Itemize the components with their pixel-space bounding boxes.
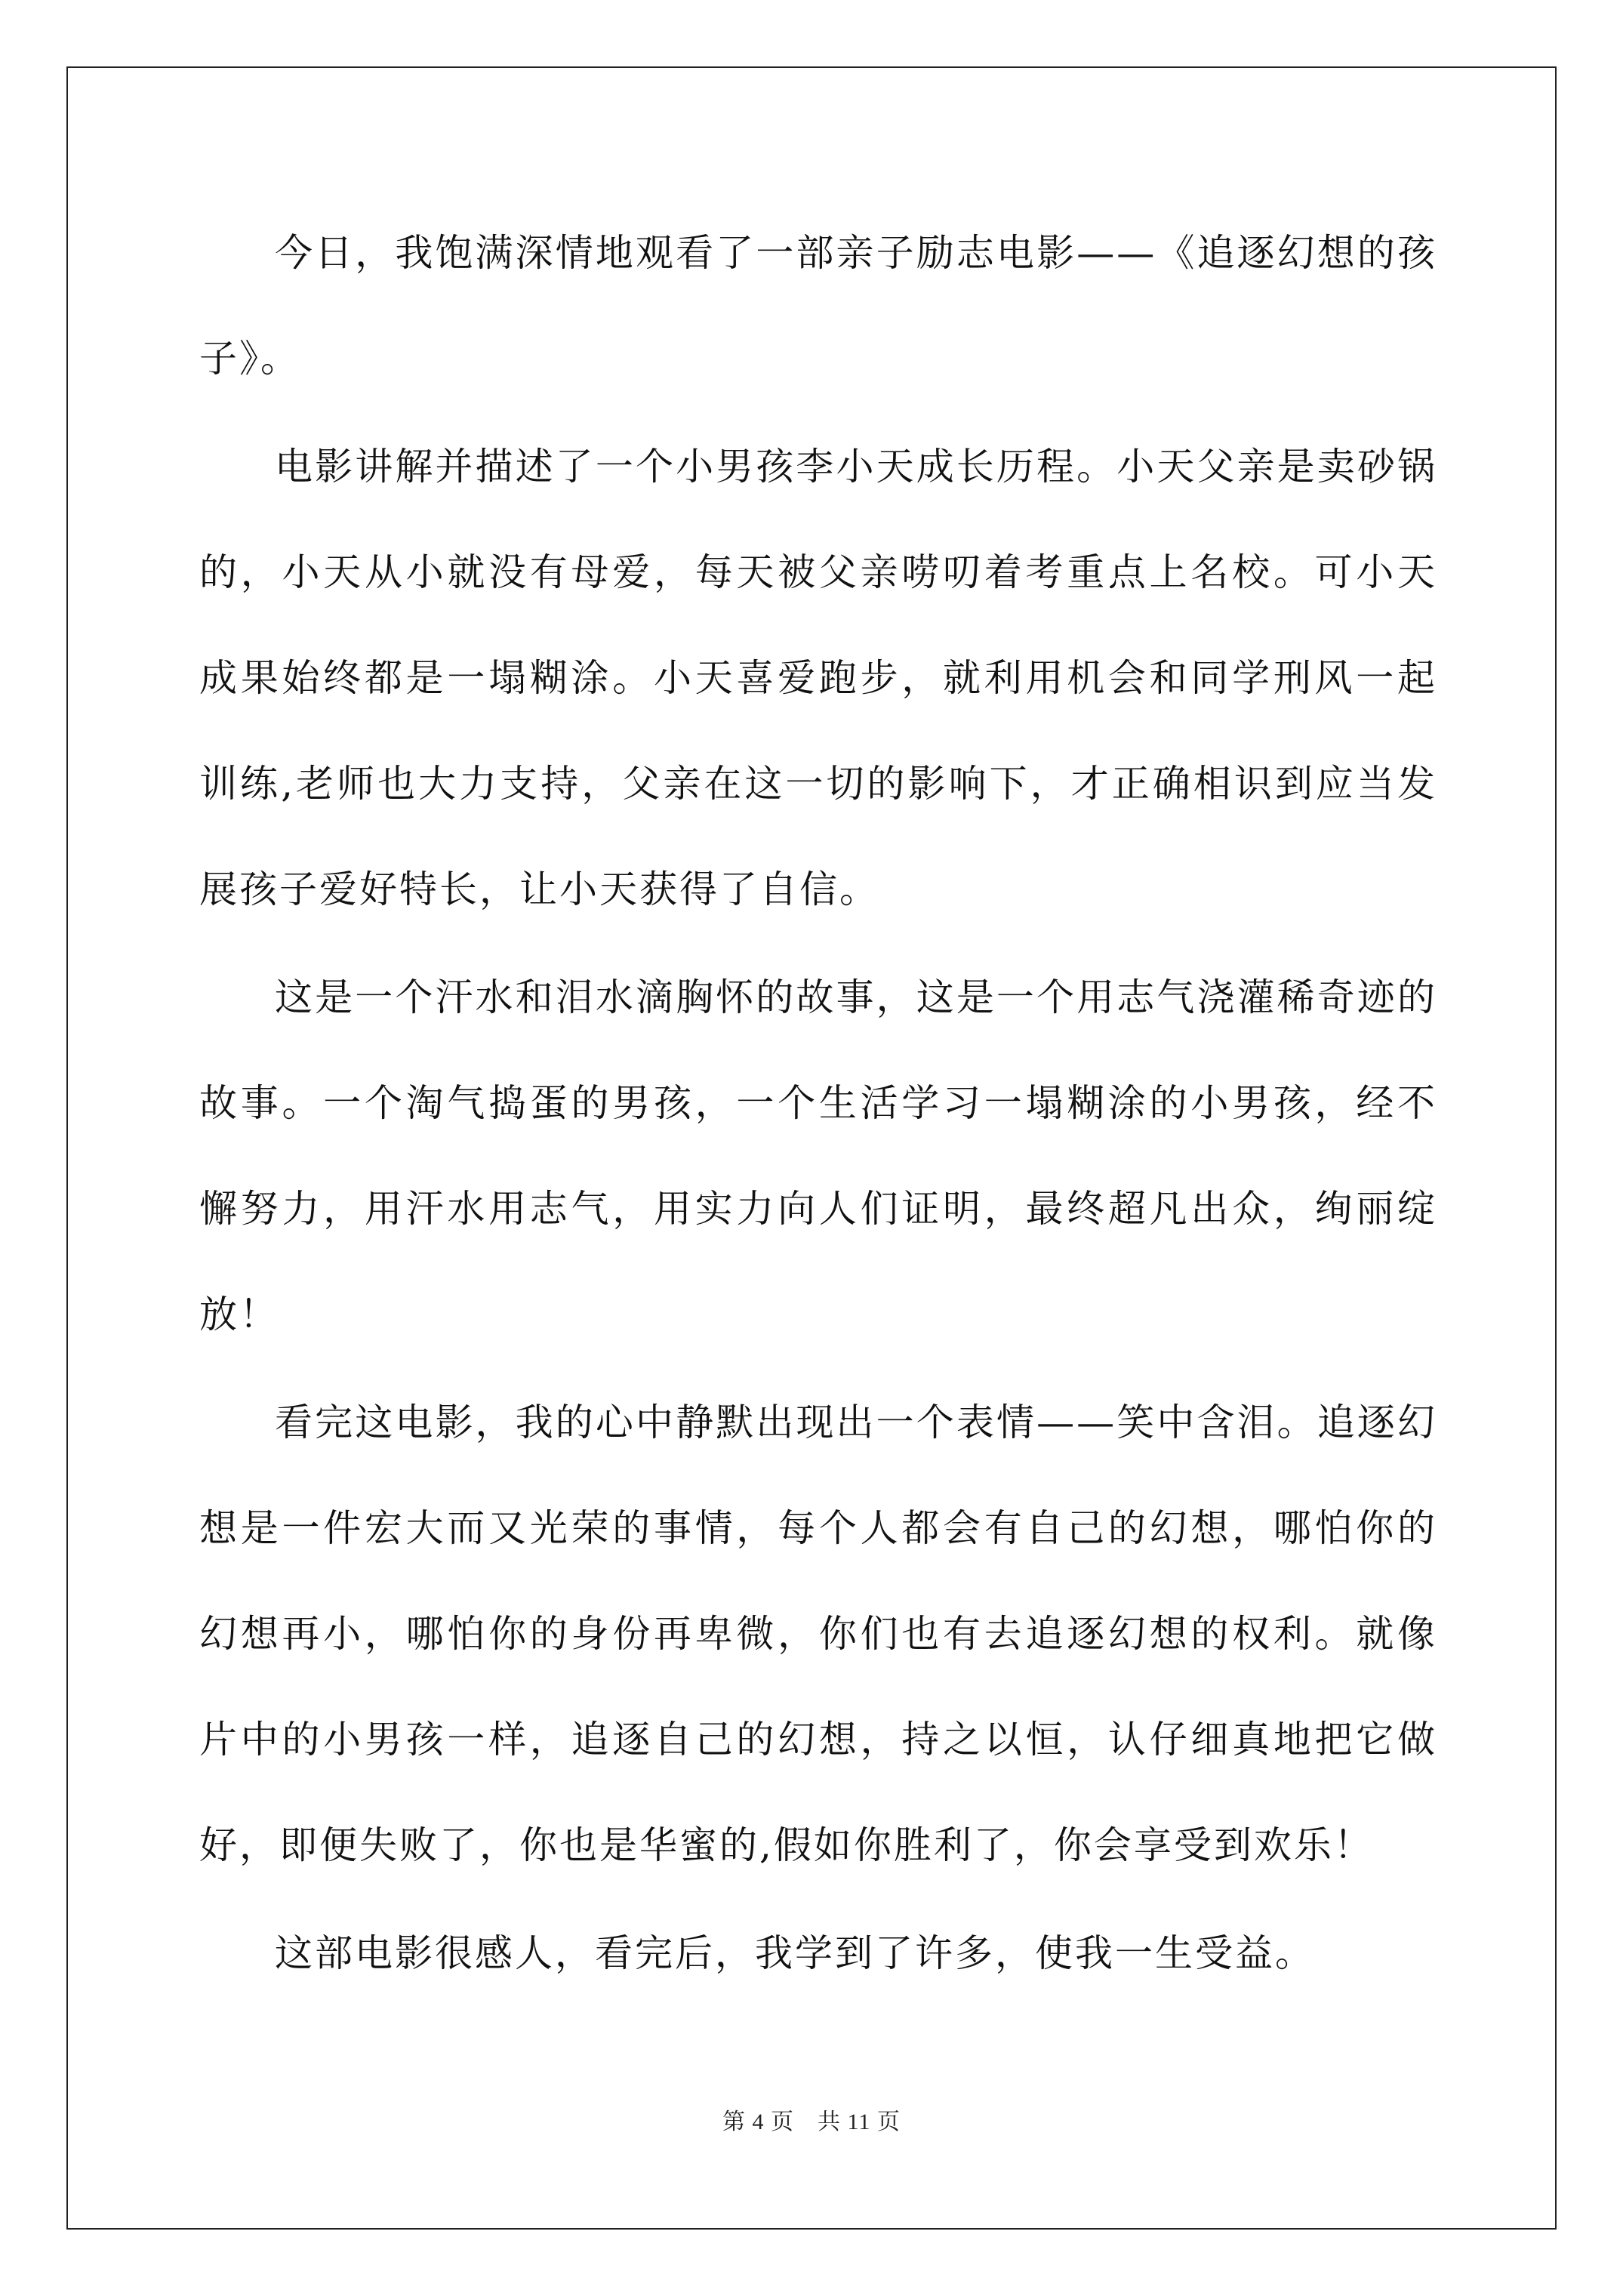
paragraph: 电影讲解并描述了一个小男孩李小天成长历程。小天父亲是卖砂锅的，小天从小就没有母爱，每天被父亲唠叨着考重点上名校。可小天成果始终都是一塌糊涂。小天喜爱跑步，就利用机会和同学刑风一起训练,老师也大力支持，父亲在这一切的影响下，才正确相识到应当发展孩子爱好特长，让小天获得了自信。 — [199, 445, 1437, 911]
paragraph: 看完这电影，我的心中静默出现出一个表情——笑中含泪。追逐幻想是一件宏大而又光荣的事情，每个人都会有自己的幻想，哪怕你的幻想再小，哪怕你的身份再卑微，你们也有去追逐幻想的权利。就像片中的小男孩一样，追逐自己的幻想，持之以恒，认仔细真地把它做好，即便失败了，你也是华蜜的,假如你胜利了，你会享受到欢乐！ — [199, 1401, 1437, 1867]
document-body — [199, 200, 1437, 2008]
page-number-footer: 第 4 页 共 11 页 — [722, 2110, 901, 2134]
paragraph: 今日，我饱满深情地观看了一部亲子励志电影——《追逐幻想的孩子》。 — [199, 231, 1437, 381]
paragraph: 这是一个汗水和泪水滴胸怀的故事，这是一个用志气浇灌稀奇迹的故事。一个淘气捣蛋的男孩，一个生活学习一塌糊涂的小男孩，经不懈努力，用汗水用志气，用实力向人们证明，最终超凡出众，绚丽绽放！ — [199, 975, 1437, 1336]
paragraph: 这部电影很感人，看完后，我学到了许多，使我一生受益。 — [275, 1931, 1315, 1975]
